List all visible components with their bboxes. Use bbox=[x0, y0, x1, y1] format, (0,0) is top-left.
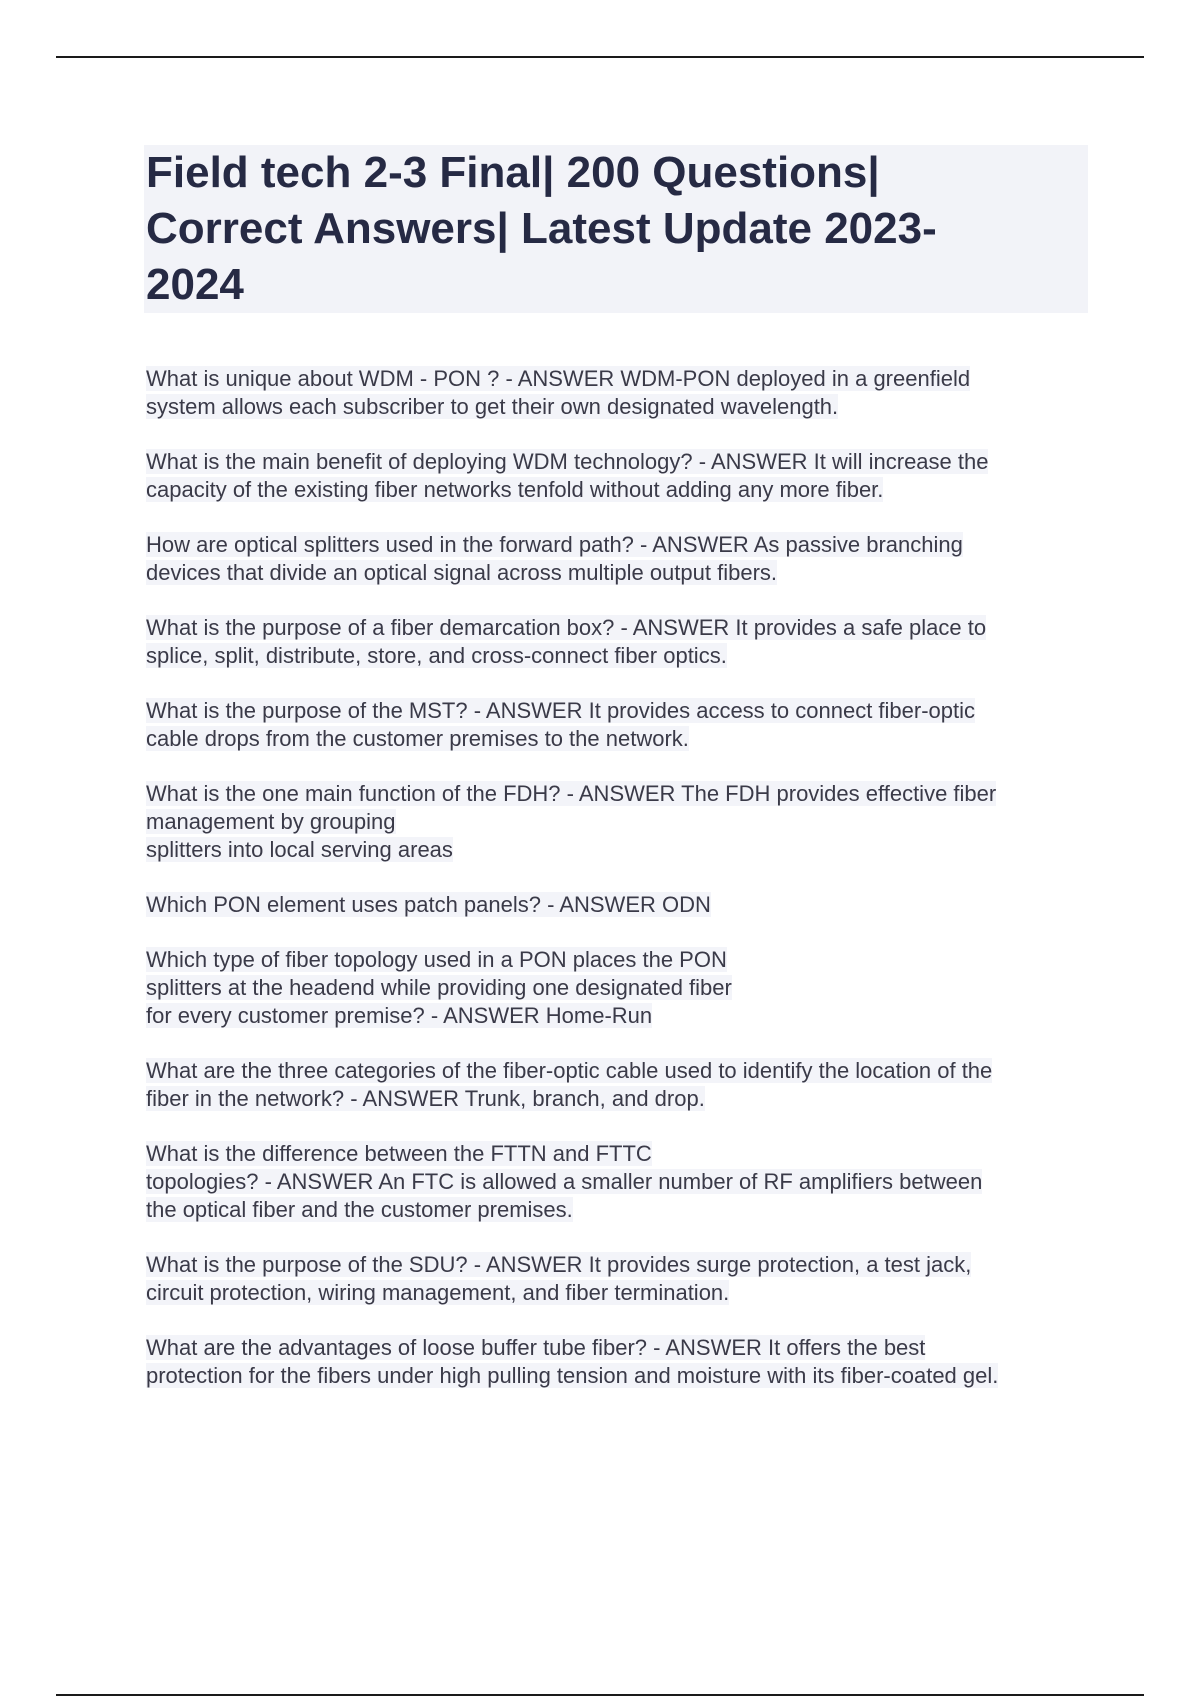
qa-text: fiber in the network? - ANSWER Trunk, branch, and drop. bbox=[146, 1086, 705, 1111]
qa-line bbox=[146, 974, 1096, 1002]
qa-line bbox=[146, 1140, 1096, 1168]
qa-paragraph bbox=[146, 1057, 1096, 1113]
footer-rule bbox=[56, 1694, 1144, 1696]
qa-item bbox=[146, 1334, 1096, 1390]
qa-paragraph bbox=[146, 531, 1096, 587]
qa-text: What is the purpose of the SDU? - ANSWER It provides surge protection, a test jack, bbox=[146, 1252, 972, 1277]
qa-paragraph bbox=[146, 1334, 1096, 1390]
qa-item bbox=[146, 697, 1096, 753]
qa-text: What is the purpose of a fiber demarcation box? - ANSWER It provides a safe place to bbox=[146, 615, 987, 640]
qa-list bbox=[146, 365, 1096, 1417]
qa-item bbox=[146, 1057, 1096, 1113]
qa-text: Which type of fiber topology used in a PON places the PON bbox=[146, 947, 727, 972]
qa-text: the optical fiber and the customer premises. bbox=[146, 1197, 573, 1222]
qa-paragraph bbox=[146, 365, 1096, 421]
qa-text: Which PON element uses patch panels? - ANSWER ODN bbox=[146, 892, 711, 917]
qa-line bbox=[146, 1085, 1096, 1113]
qa-text: What are the three categories of the fiber-optic cable used to identify the location of the bbox=[146, 1058, 993, 1083]
qa-line bbox=[146, 642, 1096, 670]
qa-line bbox=[146, 1196, 1096, 1224]
qa-text: capacity of the existing fiber networks tenfold without adding any more fiber. bbox=[146, 477, 884, 502]
title-line: 2024 bbox=[146, 260, 244, 309]
qa-line bbox=[146, 393, 1096, 421]
qa-line bbox=[146, 836, 1096, 864]
qa-line bbox=[146, 1279, 1096, 1307]
qa-item bbox=[146, 1140, 1096, 1224]
qa-text: What is unique about WDM - PON ? - ANSWER WDM-PON deployed in a greenfield bbox=[146, 366, 971, 391]
qa-line bbox=[146, 614, 1096, 642]
qa-line bbox=[146, 448, 1096, 476]
qa-text: system allows each subscriber to get their own designated wavelength. bbox=[146, 394, 839, 419]
qa-item bbox=[146, 891, 1096, 919]
qa-line bbox=[146, 1251, 1096, 1279]
qa-line bbox=[146, 1334, 1096, 1362]
qa-line bbox=[146, 1057, 1096, 1085]
qa-paragraph bbox=[146, 448, 1096, 504]
header-rule bbox=[56, 56, 1144, 58]
qa-paragraph bbox=[146, 946, 1096, 1030]
qa-text: What is the one main function of the FDH? - ANSWER The FDH provides effective fiber bbox=[146, 781, 997, 806]
qa-item bbox=[146, 531, 1096, 587]
qa-text: What is the difference between the FTTN and FTTC bbox=[146, 1141, 652, 1166]
title-line: Correct Answers| Latest Update 2023- bbox=[146, 204, 937, 253]
qa-line bbox=[146, 780, 1096, 808]
qa-item bbox=[146, 780, 1096, 864]
qa-line bbox=[146, 891, 1096, 919]
qa-text: circuit protection, wiring management, and fiber termination. bbox=[146, 1280, 730, 1305]
qa-text: protection for the fibers under high pulling tension and moisture with its fiber-coated gel. bbox=[146, 1363, 999, 1388]
title-line: Field tech 2-3 Final| 200 Questions| bbox=[146, 148, 880, 197]
qa-item bbox=[146, 1251, 1096, 1307]
qa-text: How are optical splitters used in the forward path? - ANSWER As passive branching bbox=[146, 532, 963, 557]
qa-paragraph bbox=[146, 780, 1096, 864]
qa-line bbox=[146, 476, 1096, 504]
qa-text: devices that divide an optical signal across multiple output fibers. bbox=[146, 560, 778, 585]
qa-text: cable drops from the customer premises to the network. bbox=[146, 726, 689, 751]
qa-line bbox=[146, 365, 1096, 393]
qa-item bbox=[146, 614, 1096, 670]
qa-line bbox=[146, 808, 1096, 836]
qa-line bbox=[146, 1168, 1096, 1196]
qa-line bbox=[146, 697, 1096, 725]
qa-line bbox=[146, 1002, 1096, 1030]
qa-item bbox=[146, 946, 1096, 1030]
qa-paragraph bbox=[146, 891, 1096, 919]
qa-text: What is the purpose of the MST? - ANSWER It provides access to connect fiber-optic bbox=[146, 698, 976, 723]
qa-text: management by grouping bbox=[146, 809, 396, 834]
qa-line bbox=[146, 725, 1096, 753]
qa-text: for every customer premise? - ANSWER Home-Run bbox=[146, 1003, 653, 1028]
qa-text: splitters into local serving areas bbox=[146, 837, 453, 862]
qa-paragraph bbox=[146, 614, 1096, 670]
qa-line bbox=[146, 946, 1096, 974]
qa-text: topologies? - ANSWER An FTC is allowed a smaller number of RF amplifiers between bbox=[146, 1169, 983, 1194]
qa-line bbox=[146, 531, 1096, 559]
qa-paragraph bbox=[146, 697, 1096, 753]
qa-text: What are the advantages of loose buffer tube fiber? - ANSWER It offers the best bbox=[146, 1335, 926, 1360]
qa-line bbox=[146, 1362, 1096, 1390]
qa-text: What is the main benefit of deploying WDM technology? - ANSWER It will increase the bbox=[146, 449, 989, 474]
qa-text: splitters at the headend while providing one designated fiber bbox=[146, 975, 732, 1000]
qa-paragraph bbox=[146, 1251, 1096, 1307]
document-title bbox=[146, 145, 1066, 313]
qa-item bbox=[146, 448, 1096, 504]
qa-paragraph bbox=[146, 1140, 1096, 1224]
qa-line bbox=[146, 559, 1096, 587]
qa-item bbox=[146, 365, 1096, 421]
qa-text: splice, split, distribute, store, and cross-connect fiber optics. bbox=[146, 643, 727, 668]
